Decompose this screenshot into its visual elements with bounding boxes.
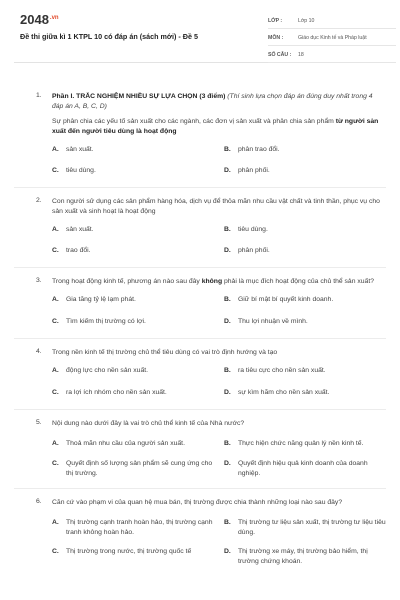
question-text: Căn cứ vào phạm vi của quan hệ mua bán, thị trường được chia thành những loại nào sau đây? — [52, 499, 343, 506]
option-d[interactable]: D. phân phối. — [224, 167, 270, 174]
question-6 — [14, 498, 386, 567]
option-a[interactable]: A. Gia tăng tỷ lệ lạm phát. — [52, 296, 136, 303]
question-text: Trong hoạt động kinh tế, phương án nào sau đây không phải là mục đích hoạt động của chủ thể sản xuất? — [52, 278, 375, 285]
option-a[interactable]: A. Thoả mãn nhu cầu của người sản xuất. — [52, 440, 185, 447]
option-c[interactable]: C. Quyết định số lượng sản phẩm sẽ cung ứng cho thị trường. — [52, 460, 213, 477]
divider — [14, 267, 386, 268]
option-d[interactable]: D. Thu lợi nhuận về mình. — [224, 318, 308, 325]
meta-value: Lớp 10 — [298, 18, 315, 24]
option-a[interactable]: A. sản xuất. — [52, 146, 94, 153]
site-logo[interactable]: $2048^{.vn}$ — [20, 12, 59, 27]
question-number: 6. — [36, 498, 42, 505]
option-d[interactable]: D. Thị trường xe máy, thị trường bảo hiểm, thị trường chứng khoán. — [224, 548, 368, 565]
exam-title: Đề thi giữa kì 1 KTPL 10 có đáp án (sách mới) - Đề 5 — [20, 32, 198, 41]
options — [52, 518, 386, 567]
divider — [14, 338, 386, 339]
question-number: 4. — [36, 348, 42, 355]
divider — [14, 488, 386, 489]
option-b[interactable]: B. Giữ bí mật bí quyết kinh doanh. — [224, 296, 334, 303]
option-c[interactable]: C. ra lợi ích nhóm cho nền sản xuất. — [52, 389, 167, 396]
question-number: 5. — [36, 419, 42, 426]
question-5 — [14, 419, 386, 479]
question-1 — [14, 92, 386, 176]
option-d[interactable]: D. Quyết định hiệu quả kinh doanh của doanh nghiệp. — [224, 460, 368, 477]
option-d[interactable]: D. phân phối. — [224, 247, 270, 254]
option-a[interactable]: A. Thị trường cạnh tranh hoàn hảo, thị trường cạnh tranh không hoàn hảo. — [52, 519, 213, 536]
options — [52, 366, 380, 398]
options — [52, 295, 380, 327]
option-a[interactable]: A. sản xuất. — [52, 226, 94, 233]
options — [52, 439, 380, 479]
question-number: 2. — [36, 197, 42, 204]
exam-meta — [268, 14, 396, 65]
meta-key: MÔN : — [268, 35, 284, 41]
option-c[interactable]: C. tiêu dùng. — [52, 167, 96, 174]
meta-value: 18 — [298, 52, 304, 58]
meta-row-count — [268, 48, 396, 63]
question-intro: Sự phân chia các yếu tố sản xuất cho các ngành, các đơn vị sản xuất và phân chia sản phẩm từ người sản xuất đến người tiêu dùng là hoạt động — [52, 118, 379, 135]
option-a[interactable]: A. động lực cho nền sản xuất. — [52, 367, 149, 374]
options — [52, 225, 380, 256]
option-c[interactable]: C. trao đổi. — [52, 247, 91, 254]
question-text: Phần I. TRẮC NGHIỆM NHIỀU SỰ LỰA CHỌN (3 điểm) (Thí sinh lựa chọn đáp án đúng duy nhất trong 4 đáp án A, B, C, D) — [52, 93, 373, 110]
divider — [14, 187, 386, 188]
meta-row-class — [268, 14, 396, 29]
option-d[interactable]: D. sự kìm hãm cho nền sản xuất. — [224, 389, 330, 396]
divider — [14, 409, 386, 410]
question-text: Trong nền kinh tế thị trường chủ thể tiêu dùng có vai trò định hướng và tạo — [52, 349, 278, 356]
meta-row-subject — [268, 31, 396, 46]
option-c[interactable]: C. Tìm kiếm thị trường có lợi. — [52, 318, 146, 325]
meta-key: SỐ CÂU : — [268, 52, 292, 58]
page-header — [14, 0, 386, 63]
question-text: Nội dung nào dưới đây là vai trò chủ thể kinh tế của Nhà nước? — [52, 420, 245, 427]
question-2 — [14, 197, 386, 256]
option-b[interactable]: B. tiêu dùng. — [224, 226, 268, 233]
option-b[interactable]: B. phân trao đổi. — [224, 146, 280, 153]
question-text: Con người sử dụng các sản phẩm hàng hóa, dịch vụ để thỏa mãn nhu cầu vật chất và tinh thần, phục vụ cho sản xuất và sinh hoạt là hoạt động — [52, 198, 380, 215]
option-b[interactable]: B. ra tiêu cực cho nền sản xuất. — [224, 367, 326, 374]
question-number: 3. — [36, 277, 42, 284]
option-b[interactable]: B. Thực hiện chức năng quản lý nền kinh tế. — [224, 440, 364, 447]
options — [52, 145, 380, 176]
meta-value: Giáo dục Kinh tế và Pháp luật — [298, 35, 367, 41]
meta-key: LỚP : — [268, 18, 283, 24]
question-3 — [14, 277, 386, 327]
question-number: 1. — [36, 92, 42, 99]
option-c[interactable]: C. Thị trường trong nước, thị trường quốc tế — [52, 548, 192, 555]
question-4 — [14, 348, 386, 398]
option-b[interactable]: B. Thị trường tư liệu sản xuất, thị trường tư liệu tiêu dùng. — [224, 519, 386, 536]
